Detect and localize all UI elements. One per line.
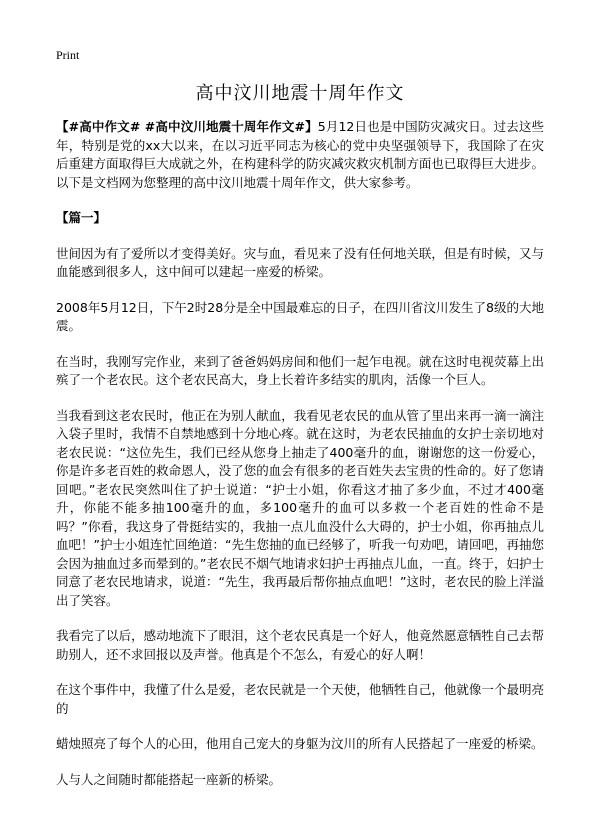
document-body bbox=[56, 118, 544, 806]
paragraph-5: 我看完了以后，感动地流下了眼泪，这个老农民真是一个好人，他竟然愿意牺牲自己去帮助别人，还不求回报以及声誉。他真是个不怎么，有爱心的好人啊！ bbox=[56, 628, 544, 662]
page-title: 高中汶川地震十周年作文 bbox=[195, 83, 405, 104]
paragraph-8: 人与人之间随时都能搭起一座新的桥梁。 bbox=[56, 771, 282, 787]
intro-tag: 【#高中作文# #高中汶川地震十周年作文#】 bbox=[56, 119, 318, 134]
print-label: Print bbox=[56, 48, 80, 62]
intro-paragraph bbox=[56, 118, 544, 192]
paragraph-1: 世间因为有了爱所以才变得美好。灾与血，看见来了没有任何地关联，但是有时候，又与血能感到很多人，这中间可以建起一座爱的桥梁。 bbox=[56, 245, 544, 279]
section-heading: 【篇一】 bbox=[56, 210, 107, 225]
paragraph-2: 2008年5月12日，下午2时28分是全中国最难忘的日子，在四川省汶川发生了8级的大地震。 bbox=[56, 299, 544, 333]
paragraph-3: 在当时，我刚写完作业，来到了爸爸妈妈房间和他们一起乍电视。就在这时电视荧幕上出殡了一个老农民。这个老农民高大，身上长着许多结实的肌肉，活像一个巨人。 bbox=[56, 353, 544, 387]
intro-text: 5月12日也是中国防灾减灾日。过去这些年，特别是党的xx大以来，在以习近平同志为核心的党中央坚强领导下，我国除了在灾后重建方面取得巨大成就之外，在构建科学的防灾减灾救灾机制方面也已取得巨大进步。以下是文档网为您整理的高中汶川地震十周年作文，供大家参考。 bbox=[56, 119, 545, 190]
paragraph-7: 蜡烛照亮了每个人的心田，他用自己宠大的身躯为汶川的所有人民搭起了一座爱的桥梁。 bbox=[56, 736, 544, 751]
paragraph-4: 当我看到这老农民时，他正在为别人献血，我看见老农民的血从管了里出来再一滴一滴注入袋子里时，我情不自禁地感到十分地心疼。就在这时，为老农民抽血的女护士亲切地对老农民说：“这位先生，我们已经从您身上抽走了400毫升的血，谢谢您的这一份爱心，你是许多老百姓的救命恩人，没了您的血会有很多的老百姓失去宝贵的性命的。好了您请回吧。”老农民突然叫住了护士说道：“护士小姐，你看这才抽了多少血，不过才400毫升，你能不能多抽100毫升的血，多100毫升的血可以多救一个老百姓的性命不是吗？”你看，我这身了骨挺结实的，我抽一点儿血没什么大碍的，护士小姐，你再抽点儿血吧！”护士小姐连忙回绝道：“先生您抽的血已经够了，听我一句劝吧，请回吧，再抽您会因为抽血过多而晕到的。”老农民不烟气地请求妇护士再抽点儿血，一直。终于，妇护士同意了老农民地请求，说道：“先生，我再最后帮你抽点血吧！”这时，老农民的脸上洋溢出了笑容。 bbox=[56, 407, 544, 608]
paragraph-6: 在这个事件中，我懂了什么是爱，老农民就是一个天使，他牺牲自己，他就像一个最明亮的 bbox=[56, 682, 544, 716]
